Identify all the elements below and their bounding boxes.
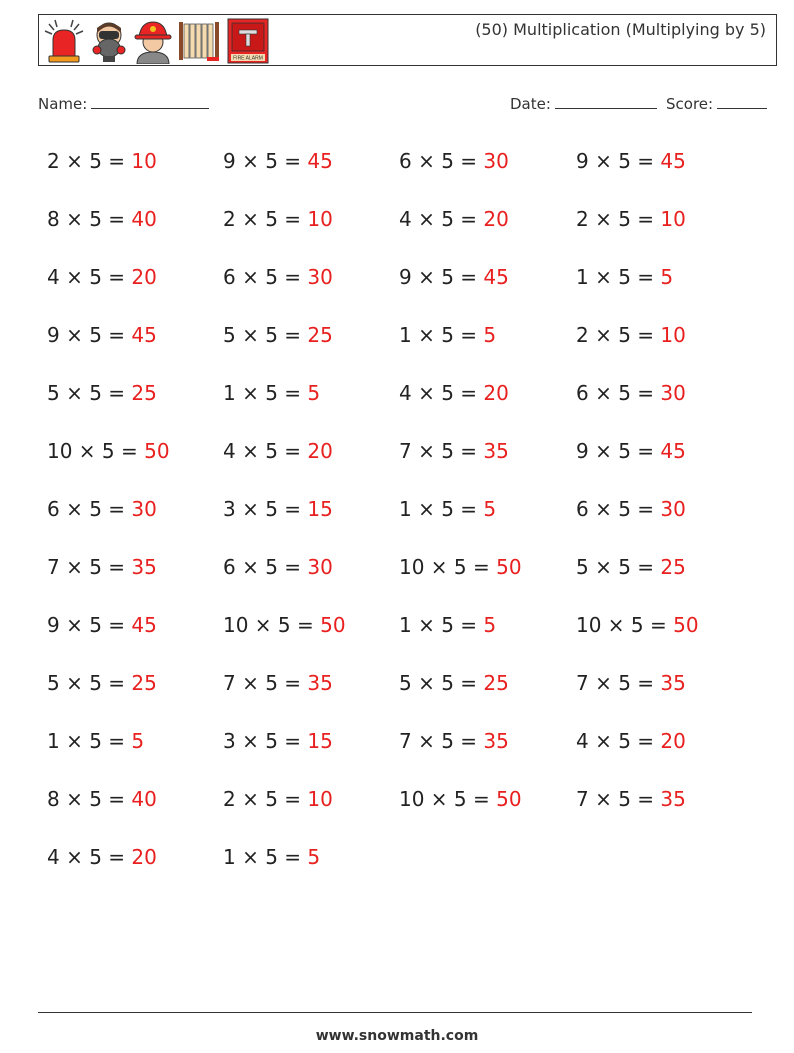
problem-answer: 45 bbox=[660, 149, 686, 173]
problem-item bbox=[47, 201, 223, 259]
problem-item bbox=[399, 259, 576, 317]
name-field[interactable] bbox=[38, 92, 209, 113]
problem-question: 1 × 5 = bbox=[223, 381, 308, 405]
problem-item bbox=[576, 607, 752, 665]
problem-answer: 50 bbox=[496, 555, 522, 579]
problem-answer: 40 bbox=[131, 207, 157, 231]
problem-grid bbox=[47, 143, 752, 897]
problem-answer: 20 bbox=[660, 729, 686, 753]
problem-question: 1 × 5 = bbox=[399, 497, 484, 521]
problem-item bbox=[399, 607, 576, 665]
problem-item bbox=[576, 259, 752, 317]
problem-item bbox=[399, 665, 576, 723]
problem-question: 3 × 5 = bbox=[223, 729, 308, 753]
score-blank[interactable] bbox=[717, 92, 767, 109]
problem-item bbox=[576, 433, 752, 491]
problem-item bbox=[576, 723, 752, 781]
problem-question: 10 × 5 = bbox=[399, 787, 497, 811]
score-label: Score: bbox=[666, 95, 714, 113]
problem-item bbox=[223, 317, 399, 375]
problem-question: 2 × 5 = bbox=[223, 787, 308, 811]
problem-answer: 35 bbox=[483, 439, 509, 463]
problem-item bbox=[576, 375, 752, 433]
footer-url: www.snowmath.com bbox=[315, 1028, 479, 1044]
date-label: Date: bbox=[510, 95, 551, 113]
problem-item bbox=[223, 607, 399, 665]
problem-item bbox=[223, 433, 399, 491]
problem-question: 4 × 5 = bbox=[576, 729, 661, 753]
problem-question: 2 × 5 = bbox=[576, 207, 661, 231]
problem-item bbox=[47, 665, 223, 723]
problem-question: 4 × 5 = bbox=[399, 381, 484, 405]
problem-answer: 15 bbox=[307, 497, 333, 521]
problem-answer: 45 bbox=[131, 323, 157, 347]
problem-question: 4 × 5 = bbox=[223, 439, 308, 463]
problem-answer: 5 bbox=[307, 845, 321, 869]
problem-question: 9 × 5 = bbox=[223, 149, 308, 173]
problem-question: 9 × 5 = bbox=[399, 265, 484, 289]
problem-question: 9 × 5 = bbox=[576, 149, 661, 173]
problem-question: 4 × 5 = bbox=[399, 207, 484, 231]
problem-answer: 45 bbox=[660, 439, 686, 463]
problem-answer: 20 bbox=[131, 265, 157, 289]
problem-answer: 35 bbox=[660, 787, 686, 811]
problem-question: 6 × 5 = bbox=[576, 497, 661, 521]
problem-question: 3 × 5 = bbox=[223, 497, 308, 521]
problem-answer: 15 bbox=[307, 729, 333, 753]
problem-answer: 5 bbox=[131, 729, 145, 753]
problem-question: 7 × 5 = bbox=[576, 671, 661, 695]
worksheet-title: (50) Multiplication (Multiplying by 5) bbox=[475, 20, 766, 39]
problem-item bbox=[47, 491, 223, 549]
fire-alarm-box-icon bbox=[227, 18, 269, 64]
problem-item bbox=[399, 201, 576, 259]
problem-item bbox=[223, 781, 399, 839]
date-field[interactable] bbox=[510, 92, 657, 113]
problem-answer: 25 bbox=[131, 381, 157, 405]
problem-item bbox=[47, 549, 223, 607]
problem-item bbox=[576, 665, 752, 723]
problem-question: 7 × 5 = bbox=[223, 671, 308, 695]
problem-question: 5 × 5 = bbox=[576, 555, 661, 579]
problem-question: 10 × 5 = bbox=[576, 613, 674, 637]
student-fields bbox=[38, 92, 770, 116]
problem-item bbox=[399, 143, 576, 201]
problem-question: 6 × 5 = bbox=[223, 555, 308, 579]
problem-answer: 25 bbox=[307, 323, 333, 347]
name-label: Name: bbox=[38, 95, 88, 113]
name-blank[interactable] bbox=[91, 92, 209, 109]
problem-question: 7 × 5 = bbox=[399, 729, 484, 753]
problem-item bbox=[576, 491, 752, 549]
problem-answer: 25 bbox=[131, 671, 157, 695]
problem-question: 6 × 5 = bbox=[399, 149, 484, 173]
alarm-box-label: FIRE ALARM bbox=[233, 55, 263, 62]
problem-answer: 10 bbox=[307, 787, 333, 811]
problem-answer: 30 bbox=[660, 381, 686, 405]
problem-item bbox=[399, 375, 576, 433]
problem-question: 7 × 5 = bbox=[47, 555, 132, 579]
problem-question: 2 × 5 = bbox=[223, 207, 308, 231]
problem-answer: 30 bbox=[307, 265, 333, 289]
fire-hose-icon bbox=[177, 18, 223, 64]
problem-question: 5 × 5 = bbox=[47, 381, 132, 405]
problem-answer: 30 bbox=[483, 149, 509, 173]
problem-question: 1 × 5 = bbox=[223, 845, 308, 869]
problem-item bbox=[47, 781, 223, 839]
score-field[interactable] bbox=[666, 92, 767, 113]
problem-item bbox=[399, 317, 576, 375]
problem-question: 4 × 5 = bbox=[47, 845, 132, 869]
problem-item bbox=[223, 839, 399, 897]
problem-question: 1 × 5 = bbox=[47, 729, 132, 753]
problem-item bbox=[576, 201, 752, 259]
problem-item bbox=[47, 143, 223, 201]
problem-answer: 10 bbox=[131, 149, 157, 173]
problem-question: 1 × 5 = bbox=[399, 323, 484, 347]
problem-question: 9 × 5 = bbox=[576, 439, 661, 463]
problem-question: 5 × 5 = bbox=[399, 671, 484, 695]
problem-item bbox=[47, 375, 223, 433]
problem-item bbox=[223, 259, 399, 317]
problem-question: 10 × 5 = bbox=[399, 555, 497, 579]
problem-item bbox=[576, 143, 752, 201]
problem-question: 6 × 5 = bbox=[576, 381, 661, 405]
problem-item bbox=[399, 781, 576, 839]
problem-item bbox=[399, 723, 576, 781]
problem-answer: 20 bbox=[483, 381, 509, 405]
problem-answer: 35 bbox=[483, 729, 509, 753]
problem-item bbox=[399, 491, 576, 549]
problem-question: 10 × 5 = bbox=[47, 439, 145, 463]
problem-item bbox=[47, 723, 223, 781]
problem-answer: 5 bbox=[483, 323, 497, 347]
problem-answer: 25 bbox=[660, 555, 686, 579]
problem-answer: 50 bbox=[320, 613, 346, 637]
problem-answer: 5 bbox=[483, 613, 497, 637]
problem-item bbox=[223, 723, 399, 781]
gas-mask-icon bbox=[89, 18, 129, 64]
problem-question: 7 × 5 = bbox=[576, 787, 661, 811]
problem-answer: 50 bbox=[673, 613, 699, 637]
problem-answer: 35 bbox=[660, 671, 686, 695]
problem-answer: 5 bbox=[483, 497, 497, 521]
problem-question: 6 × 5 = bbox=[47, 497, 132, 521]
problem-answer: 30 bbox=[131, 497, 157, 521]
problem-question: 7 × 5 = bbox=[399, 439, 484, 463]
problem-question: 1 × 5 = bbox=[399, 613, 484, 637]
fire-alarm-light-icon bbox=[43, 18, 85, 64]
problem-answer: 35 bbox=[131, 555, 157, 579]
problem-item bbox=[576, 781, 752, 839]
problem-question: 5 × 5 = bbox=[223, 323, 308, 347]
problem-answer: 10 bbox=[307, 207, 333, 231]
problem-question: 4 × 5 = bbox=[47, 265, 132, 289]
footer-divider bbox=[38, 1012, 752, 1013]
problem-item bbox=[576, 549, 752, 607]
problem-answer: 5 bbox=[307, 381, 321, 405]
problem-item bbox=[223, 549, 399, 607]
header-box bbox=[38, 14, 777, 66]
problem-question: 5 × 5 = bbox=[47, 671, 132, 695]
problem-question: 2 × 5 = bbox=[47, 149, 132, 173]
problem-answer: 30 bbox=[307, 555, 333, 579]
date-blank[interactable] bbox=[555, 92, 657, 109]
problem-item bbox=[223, 201, 399, 259]
problem-question: 9 × 5 = bbox=[47, 613, 132, 637]
problem-answer: 20 bbox=[131, 845, 157, 869]
problem-item bbox=[223, 491, 399, 549]
problem-answer: 45 bbox=[483, 265, 509, 289]
problem-answer: 45 bbox=[131, 613, 157, 637]
problem-item bbox=[399, 549, 576, 607]
problem-item bbox=[47, 607, 223, 665]
problem-item bbox=[399, 433, 576, 491]
problem-question: 8 × 5 = bbox=[47, 207, 132, 231]
problem-answer: 40 bbox=[131, 787, 157, 811]
problem-item bbox=[47, 433, 223, 491]
problem-answer: 45 bbox=[307, 149, 333, 173]
problem-answer: 35 bbox=[307, 671, 333, 695]
problem-answer: 10 bbox=[660, 323, 686, 347]
problem-answer: 5 bbox=[660, 265, 674, 289]
problem-answer: 50 bbox=[496, 787, 522, 811]
problem-item bbox=[576, 317, 752, 375]
problem-item bbox=[223, 143, 399, 201]
problem-answer: 10 bbox=[660, 207, 686, 231]
problem-answer: 25 bbox=[483, 671, 509, 695]
problem-question: 6 × 5 = bbox=[223, 265, 308, 289]
problem-question: 2 × 5 = bbox=[576, 323, 661, 347]
problem-item bbox=[223, 375, 399, 433]
problem-answer: 20 bbox=[483, 207, 509, 231]
problem-question: 8 × 5 = bbox=[47, 787, 132, 811]
header-icons bbox=[43, 18, 269, 64]
problem-question: 10 × 5 = bbox=[223, 613, 321, 637]
firefighter-icon bbox=[133, 18, 173, 64]
problem-item bbox=[47, 317, 223, 375]
problem-question: 9 × 5 = bbox=[47, 323, 132, 347]
problem-answer: 30 bbox=[660, 497, 686, 521]
problem-item bbox=[223, 665, 399, 723]
problem-answer: 20 bbox=[307, 439, 333, 463]
problem-item bbox=[47, 259, 223, 317]
problem-answer: 50 bbox=[144, 439, 170, 463]
problem-question: 1 × 5 = bbox=[576, 265, 661, 289]
problem-item bbox=[47, 839, 223, 897]
